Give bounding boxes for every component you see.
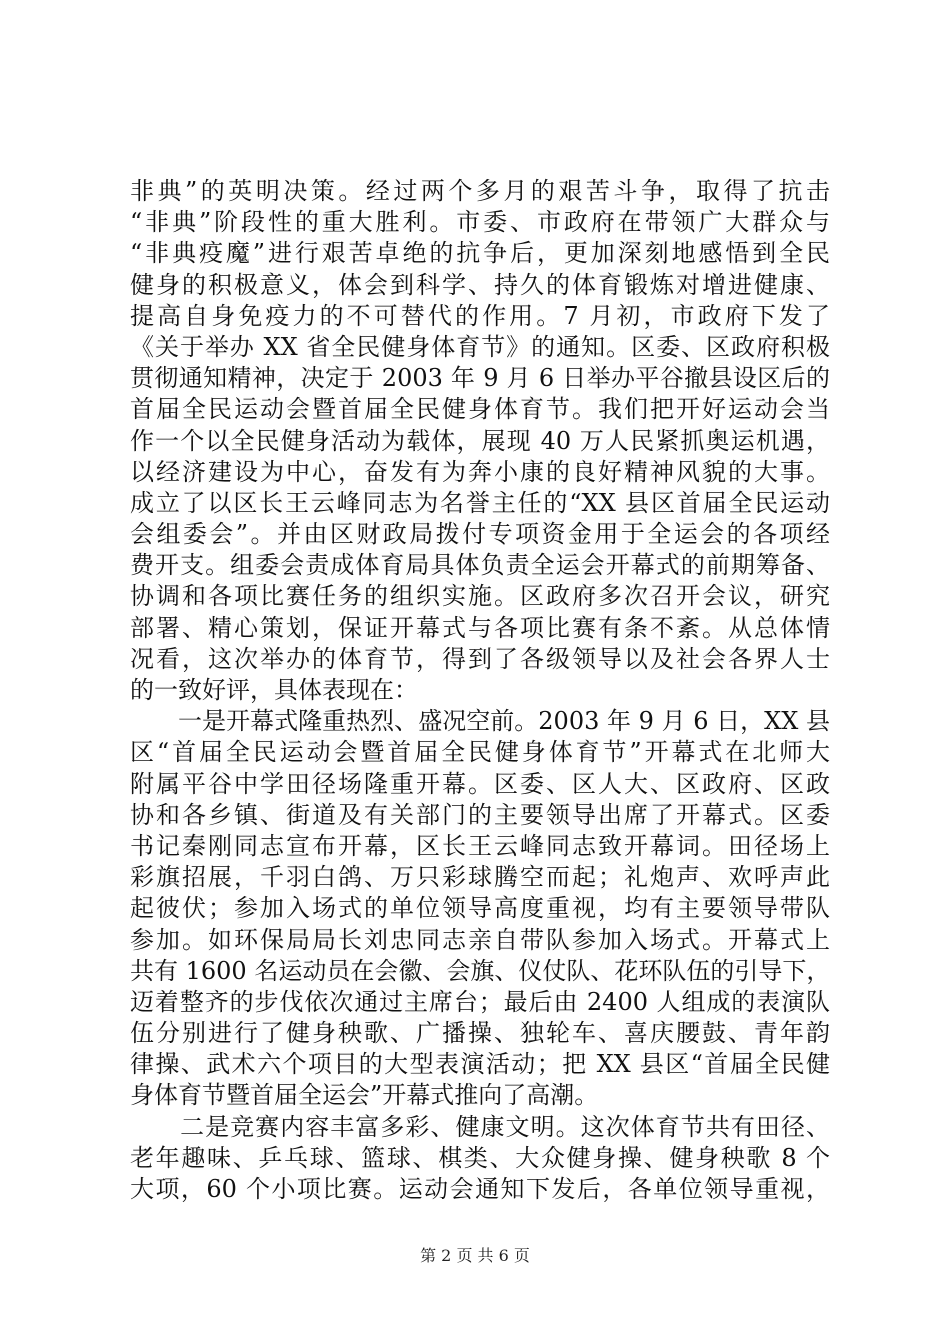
page-footer: 第 2 页 共 6 页 [420,1246,530,1265]
text-line: 健身的积极意义，体会到科学、持久的体育锻炼对增进健康、 [130,270,830,299]
text-line: 共有 1600 名运动员在会徽、会旗、仪仗队、花环队伍的引导下， [130,956,830,985]
text-line: 大项，60 个小项比赛。运动会通知下发后，各单位领导重视， [130,1175,830,1203]
text-line: 迈着整齐的步伐依次通过主席台；最后由 2400 人组成的表演队 [130,987,830,1016]
text-line: 书记秦刚同志宣布开幕，区长王云峰同志致开幕词。田径场上 [130,831,830,860]
text-line: 律操、武术六个项目的大型表演活动；把 XX 县区“首届全民健 [130,1050,830,1079]
document-body [130,176,830,1205]
text-line: 附属平谷中学田径场隆重开幕。区委、区人大、区政府、区政 [130,769,830,798]
text-line: 费开支。组委会责成体育局具体负责全运会开幕式的前期筹备、 [130,551,830,580]
text-line: 非典”的英明决策。经过两个多月的艰苦斗争，取得了抗击 [130,177,830,205]
text-line: 成立了以区长王云峰同志为名誉主任的“XX 县区首届全民运动 [130,488,830,517]
text-line: 彩旗招展，千羽白鸽、万只彩球腾空而起；礼炮声、欢呼声此 [130,863,830,892]
text-line: 协调和各项比赛任务的组织实施。区政府多次召开会议，研究 [130,582,830,611]
text-line: 贯彻通知精神，决定于 2003 年 9 月 6 日举办平谷撤县设区后的 [130,364,830,393]
text-line: 以经济建设为中心，奋发有为奔小康的良好精神风貌的大事。 [130,457,830,486]
text-line: “非典疫魔”进行艰苦卓绝的抗争后，更加深刻地感悟到全民 [130,239,830,268]
text-line: 身体育节暨首届全运会”开幕式推向了高潮。 [130,1081,599,1110]
text-line: 伍分别进行了健身秧歌、广播操、独轮车、喜庆腰鼓、青年韵 [130,1019,830,1048]
text-line: 会组委会”。并由区财政局拨付专项资金用于全运会的各项经 [130,520,830,549]
text-line: 二是竞赛内容丰富多彩、健康文明。这次体育节共有田径、 [130,1112,830,1141]
text-line: 老年趣味、乒乓球、篮球、棋类、大众健身操、健身秧歌 8 个 [130,1143,830,1172]
text-line: 况看，这次举办的体育节，得到了各级领导以及社会各界人士 [130,644,830,673]
text-line: “非典”阶段性的重大胜利。市委、市政府在带领广大群众与 [130,208,830,237]
text-line: 的一致好评，具体表现在： [130,676,418,704]
text-line: 起彼伏；参加入场式的单位领导高度重视，均有主要领导带队 [130,894,830,923]
text-line: 《关于举办 XX 省全民健身体育节》的通知。区委、区政府积极 [130,332,830,361]
text-line: 协和各乡镇、街道及有关部门的主要领导出席了开幕式。区委 [130,800,830,829]
text-line: 提高自身免疫力的不可替代的作用。7 月初，市政府下发了 [130,301,830,330]
text-line: 首届全民运动会暨首届全民健身体育节。我们把开好运动会当 [130,395,830,424]
text-line: 区“首届全民运动会暨首届全民健身体育节”开幕式在北师大 [130,738,830,767]
text-line: 部署、精心策划，保证开幕式与各项比赛有条不紊。从总体情 [130,613,830,642]
text-line: 一是开幕式隆重热烈、盛况空前。2003 年 9 月 6 日，XX 县 [130,707,830,736]
text-line: 参加。如环保局局长刘忠同志亲自带队参加入场式。开幕式上 [130,925,830,954]
text-line: 作一个以全民健身活动为载体，展现 40 万人民紧抓奥运机遇， [130,426,830,455]
